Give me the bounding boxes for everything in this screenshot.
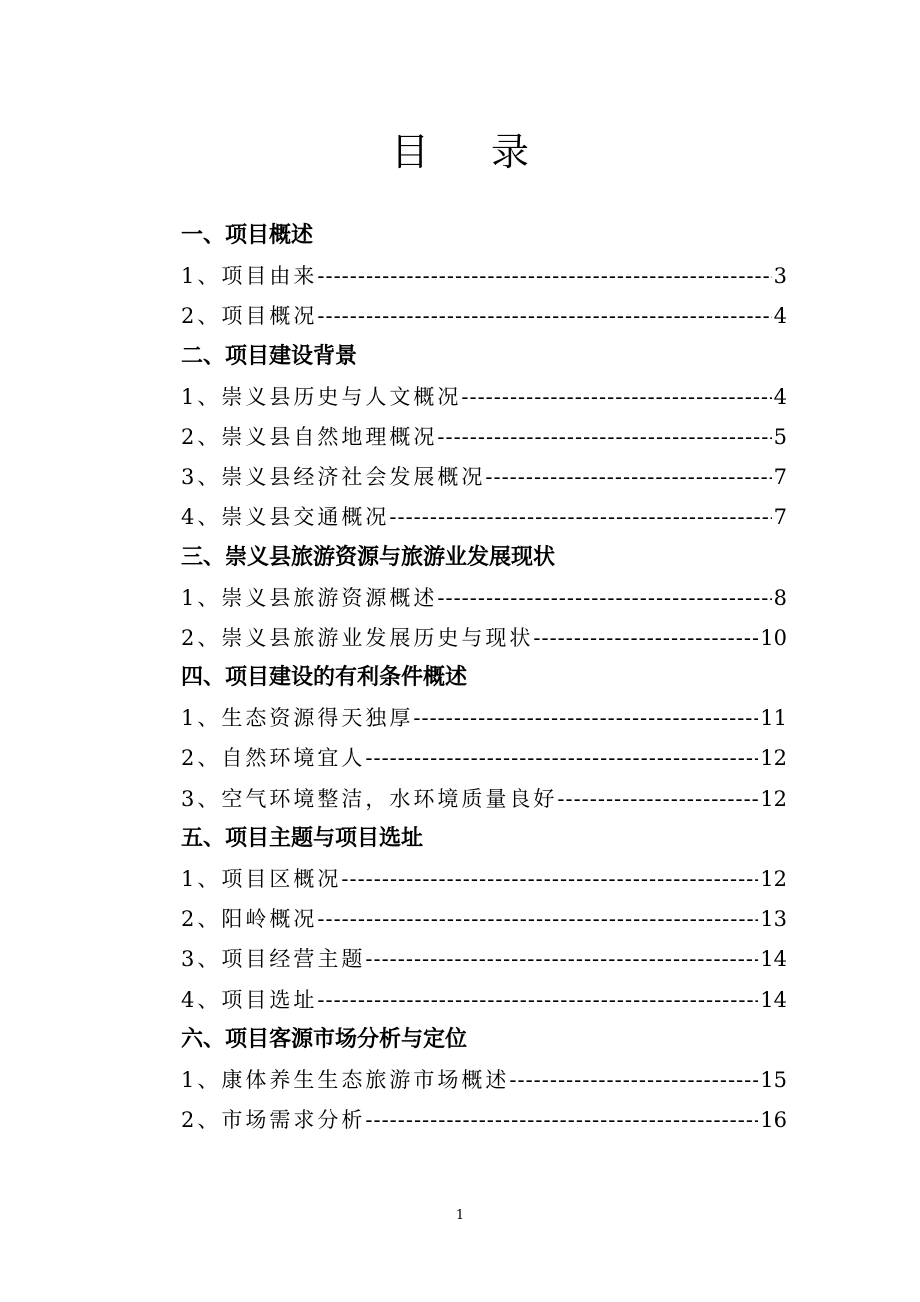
toc-entry-label: 1、崇义县历史与人文概况: [181, 384, 462, 409]
dot-leader: [533, 618, 758, 658]
toc-entry-label: 2、崇义县旅游业发展历史与现状: [181, 625, 534, 650]
dot-leader: [317, 256, 771, 296]
toc-section-heading: 二、项目建设背景: [181, 343, 358, 369]
toc-entry-label: 1、生态资源得天独厚: [181, 706, 414, 731]
toc-entry-page: 7: [773, 465, 787, 490]
toc-entry[interactable]: [181, 899, 787, 939]
dot-leader: [437, 578, 771, 618]
toc-entry-label: 1、项目区概况: [181, 867, 342, 891]
dot-leader: [437, 417, 771, 457]
toc-entry-page: 14: [760, 947, 787, 972]
toc-entry-page: 12: [760, 786, 787, 811]
toc-entry-label: 3、空气环境整洁，水环境质量良好: [181, 786, 558, 811]
toc-entry-page: 10: [760, 625, 787, 650]
toc-entry-page: 12: [760, 746, 787, 771]
toc-entry-page: 5: [773, 424, 787, 449]
toc-entry-page: 15: [760, 1067, 787, 1092]
dot-leader: [365, 1100, 758, 1140]
toc-entry-page: 4: [773, 304, 787, 329]
dot-leader: [317, 980, 758, 1020]
toc-entry[interactable]: [181, 1060, 787, 1100]
page-number: 1: [455, 1208, 465, 1223]
dot-leader: [389, 497, 771, 537]
toc-entry-page: 12: [760, 867, 787, 891]
toc-entry-label: 2、项目概况: [181, 304, 318, 329]
toc-section-heading: 一、项目概述: [181, 223, 314, 248]
toc-entry-page: 7: [773, 505, 787, 530]
toc-entry-page: 16: [760, 1108, 787, 1133]
toc-entry-label: 2、崇义县自然地理概况: [181, 424, 438, 449]
toc-entry-page: 14: [760, 987, 787, 1012]
toc-entry-label: 4、项目选址: [181, 987, 318, 1012]
dot-leader: [509, 1060, 758, 1100]
toc-entry-page: 4: [773, 384, 787, 409]
toc-entry-label: 3、项目经营主题: [181, 947, 366, 972]
dot-leader: [461, 377, 771, 417]
toc-entry[interactable]: [181, 779, 787, 819]
toc-section-heading: 六、项目客源市场分析与定位: [181, 1026, 468, 1052]
dot-leader: [413, 698, 758, 738]
toc-entry[interactable]: [181, 859, 787, 899]
dot-leader: [317, 296, 771, 336]
toc-entry[interactable]: [181, 738, 787, 778]
toc-entry-label: 1、项目由来: [181, 264, 318, 289]
toc-entry[interactable]: [181, 377, 787, 417]
toc-entry[interactable]: [181, 296, 787, 336]
dot-leader: [485, 457, 771, 497]
toc-entry[interactable]: [181, 578, 787, 618]
toc-entry[interactable]: [181, 698, 787, 738]
toc-section-heading: 四、项目建设的有利条件概述: [181, 665, 468, 691]
toc-entry-label: 2、阳岭概况: [181, 907, 318, 932]
toc-entry-page: 13: [760, 907, 787, 932]
toc-entry[interactable]: [181, 618, 787, 658]
table-of-contents: [181, 216, 787, 1140]
toc-entry-page: 3: [773, 264, 787, 289]
toc-entry[interactable]: [181, 417, 787, 457]
toc-entry-label: 3、崇义县经济社会发展概况: [181, 465, 486, 490]
toc-section-heading: 三、崇义县旅游资源与旅游业发展现状: [181, 544, 556, 570]
toc-entry-label: 2、自然环境宜人: [181, 746, 366, 771]
dot-leader: [317, 899, 758, 939]
toc-entry[interactable]: [181, 980, 787, 1020]
dot-leader: [365, 738, 758, 778]
dot-leader: [365, 939, 758, 979]
toc-entry[interactable]: [181, 497, 787, 537]
toc-title: 目录: [390, 130, 591, 174]
toc-section-heading: 五、项目主题与项目选址: [181, 825, 424, 851]
toc-entry-page: 11: [760, 706, 787, 731]
toc-entry[interactable]: [181, 457, 787, 497]
toc-entry[interactable]: [181, 1100, 787, 1140]
toc-entry-page: 8: [773, 585, 787, 610]
toc-entry-label: 1、康体养生生态旅游市场概述: [181, 1067, 510, 1092]
dot-leader: [341, 859, 758, 899]
toc-entry-label: 1、崇义县旅游资源概述: [181, 585, 438, 610]
toc-entry-label: 2、市场需求分析: [181, 1108, 366, 1133]
toc-entry[interactable]: [181, 256, 787, 296]
toc-entry-label: 4、崇义县交通概况: [181, 505, 390, 530]
dot-leader: [557, 779, 758, 819]
toc-entry[interactable]: [181, 939, 787, 979]
